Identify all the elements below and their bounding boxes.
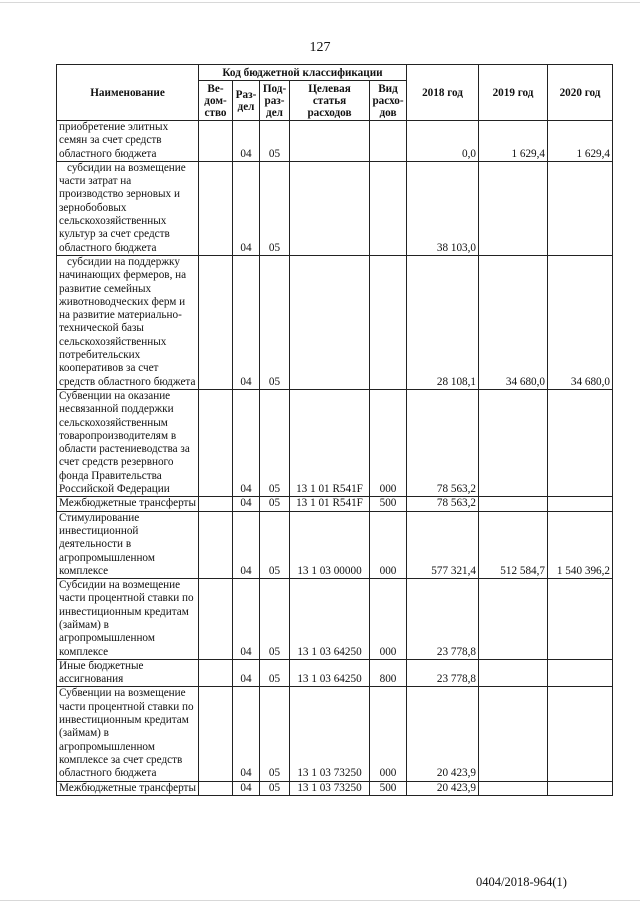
row-2018: 78 563,2 [407, 389, 479, 496]
row-2019: 512 584,7 [479, 511, 548, 578]
row-2019 [479, 497, 548, 511]
table-row [57, 161, 613, 255]
row-2019 [479, 687, 548, 781]
header-2019: 2019 год [479, 65, 548, 121]
header-name: Наименование [57, 65, 199, 121]
header-podrazdel: Под- раз- дел [260, 81, 290, 121]
row-name [57, 161, 199, 255]
row-podrazdel: 05 [260, 161, 290, 255]
row-vid [370, 255, 407, 389]
row-tselevaya: 13 1 03 64250 [290, 579, 370, 660]
row-vid [370, 161, 407, 255]
row-tselevaya [290, 255, 370, 389]
row-2018: 38 103,0 [407, 161, 479, 255]
row-name-text: Межбюджетные трансферты [59, 497, 196, 510]
row-2020: 1 629,4 [548, 121, 613, 162]
page-number: 127 [309, 40, 331, 55]
row-name-text: Субвенции на оказание несвязанной поддержки сельскохозяйственным товаропроизводителям в области растениеводства за счет средств резервного фонда Правительства Российской Федерации [59, 389, 190, 496]
row-vid: 000 [370, 579, 407, 660]
row-name-text: субсидии на возмещение части затрат на производство зерновых и зернобобовых сельскохозяйственных культур за счет средств областного бюджета [59, 161, 186, 254]
row-2018: 20 423,9 [407, 781, 479, 795]
row-vid: 000 [370, 511, 407, 578]
row-vedomstvo [199, 497, 233, 511]
header-tselevaya: Целевая статья расходов [290, 81, 370, 121]
row-podrazdel: 05 [260, 511, 290, 578]
row-razdel: 04 [233, 497, 260, 511]
row-razdel: 04 [233, 389, 260, 496]
row-razdel: 04 [233, 255, 260, 389]
header-2020: 2020 год [548, 65, 613, 121]
row-vid: 800 [370, 659, 407, 687]
row-2020: 1 540 396,2 [548, 511, 613, 578]
row-2019 [479, 161, 548, 255]
row-name-text: Иные бюджетные ассигнования [59, 659, 144, 686]
table-row [57, 121, 613, 162]
row-vedomstvo [199, 389, 233, 496]
row-podrazdel: 05 [260, 389, 290, 496]
table-body [57, 121, 613, 796]
row-podrazdel: 05 [260, 255, 290, 389]
row-vid: 000 [370, 389, 407, 496]
row-2018: 23 778,8 [407, 659, 479, 687]
row-vid: 500 [370, 781, 407, 795]
row-vedomstvo [199, 511, 233, 578]
row-razdel: 04 [233, 161, 260, 255]
row-podrazdel: 05 [260, 781, 290, 795]
row-2018: 28 108,1 [407, 255, 479, 389]
scan-bottom-edge [0, 900, 640, 901]
row-2020 [548, 389, 613, 496]
row-tselevaya [290, 121, 370, 162]
row-vedomstvo [199, 161, 233, 255]
row-vedomstvo [199, 781, 233, 795]
row-2020 [548, 659, 613, 687]
row-name-text: Межбюджетные трансферты [59, 781, 196, 794]
table-row [57, 389, 613, 496]
row-name-text: Стимулирование инвестиционной деятельности в агропромышленном комплексе [59, 511, 155, 577]
row-podrazdel: 05 [260, 121, 290, 162]
row-podrazdel: 05 [260, 687, 290, 781]
row-2020: 34 680,0 [548, 255, 613, 389]
row-tselevaya: 13 1 03 64250 [290, 659, 370, 687]
header-razdel: Раз- дел [233, 81, 260, 121]
row-podrazdel: 05 [260, 659, 290, 687]
scan-top-edge [0, 2, 640, 3]
row-2019 [479, 781, 548, 795]
row-2018: 0,0 [407, 121, 479, 162]
row-vedomstvo [199, 121, 233, 162]
row-name [57, 687, 199, 781]
table-header [57, 65, 613, 121]
row-2020 [548, 781, 613, 795]
row-name [57, 511, 199, 578]
header-2018: 2018 год [407, 65, 479, 121]
row-name-text: субсидии на поддержку начинающих фермеров, на развитие семейных животноводческих ферм и на развитие материально-технической базы сельскохозяйственных потребительских кооперативов за счет средств областного бюджета [59, 255, 196, 388]
row-vedomstvo [199, 579, 233, 660]
row-name [57, 121, 199, 162]
table-row [57, 511, 613, 578]
row-vid: 000 [370, 687, 407, 781]
row-podrazdel: 05 [260, 579, 290, 660]
row-2018: 20 423,9 [407, 687, 479, 781]
row-2020 [548, 497, 613, 511]
budget-table [56, 64, 613, 796]
row-2020 [548, 579, 613, 660]
table-row [57, 255, 613, 389]
row-2020 [548, 161, 613, 255]
row-vid: 500 [370, 497, 407, 511]
header-classification-group: Код бюджетной классификации [199, 65, 407, 81]
row-tselevaya: 13 1 01 R541F [290, 389, 370, 496]
table-row [57, 687, 613, 781]
row-razdel: 04 [233, 687, 260, 781]
row-name-text: Субсидии на возмещение части процентной ставки по инвестиционным кредитам (займам) в агропромышленном комплексе [59, 579, 194, 658]
table-row [57, 659, 613, 687]
row-name [57, 579, 199, 660]
row-tselevaya [290, 161, 370, 255]
row-tselevaya: 13 1 03 73250 [290, 781, 370, 795]
row-name [57, 659, 199, 687]
row-2018: 577 321,4 [407, 511, 479, 578]
header-vedomstvo: Ве- дом- ство [199, 81, 233, 121]
row-tselevaya: 13 1 03 00000 [290, 511, 370, 578]
table-row [57, 497, 613, 511]
row-razdel: 04 [233, 659, 260, 687]
document-code: 0404/2018-964(1) [476, 875, 567, 889]
table-row [57, 781, 613, 795]
row-name-text: Субвенции на возмещение части процентной ставки по инвестиционным кредитам (займам) в агропромышленном комплексе за счет средств областного бюджета [59, 687, 194, 780]
row-name [57, 497, 199, 511]
row-razdel: 04 [233, 121, 260, 162]
row-tselevaya: 13 1 03 73250 [290, 687, 370, 781]
row-2018: 23 778,8 [407, 579, 479, 660]
row-name [57, 389, 199, 496]
row-2019 [479, 659, 548, 687]
row-vedomstvo [199, 687, 233, 781]
row-name [57, 781, 199, 795]
row-razdel: 04 [233, 579, 260, 660]
row-vedomstvo [199, 255, 233, 389]
row-tselevaya: 13 1 01 R541F [290, 497, 370, 511]
header-vid: Вид расхо- дов [370, 81, 407, 121]
row-2019 [479, 579, 548, 660]
row-2018: 78 563,2 [407, 497, 479, 511]
row-razdel: 04 [233, 511, 260, 578]
row-vid [370, 121, 407, 162]
row-name-text: приобретение элитных семян за счет средств областного бюджета [59, 121, 169, 160]
row-name [57, 255, 199, 389]
table-row [57, 579, 613, 660]
row-2019: 34 680,0 [479, 255, 548, 389]
row-2019 [479, 389, 548, 496]
row-2019: 1 629,4 [479, 121, 548, 162]
row-2020 [548, 687, 613, 781]
row-razdel: 04 [233, 781, 260, 795]
row-podrazdel: 05 [260, 497, 290, 511]
row-vedomstvo [199, 659, 233, 687]
